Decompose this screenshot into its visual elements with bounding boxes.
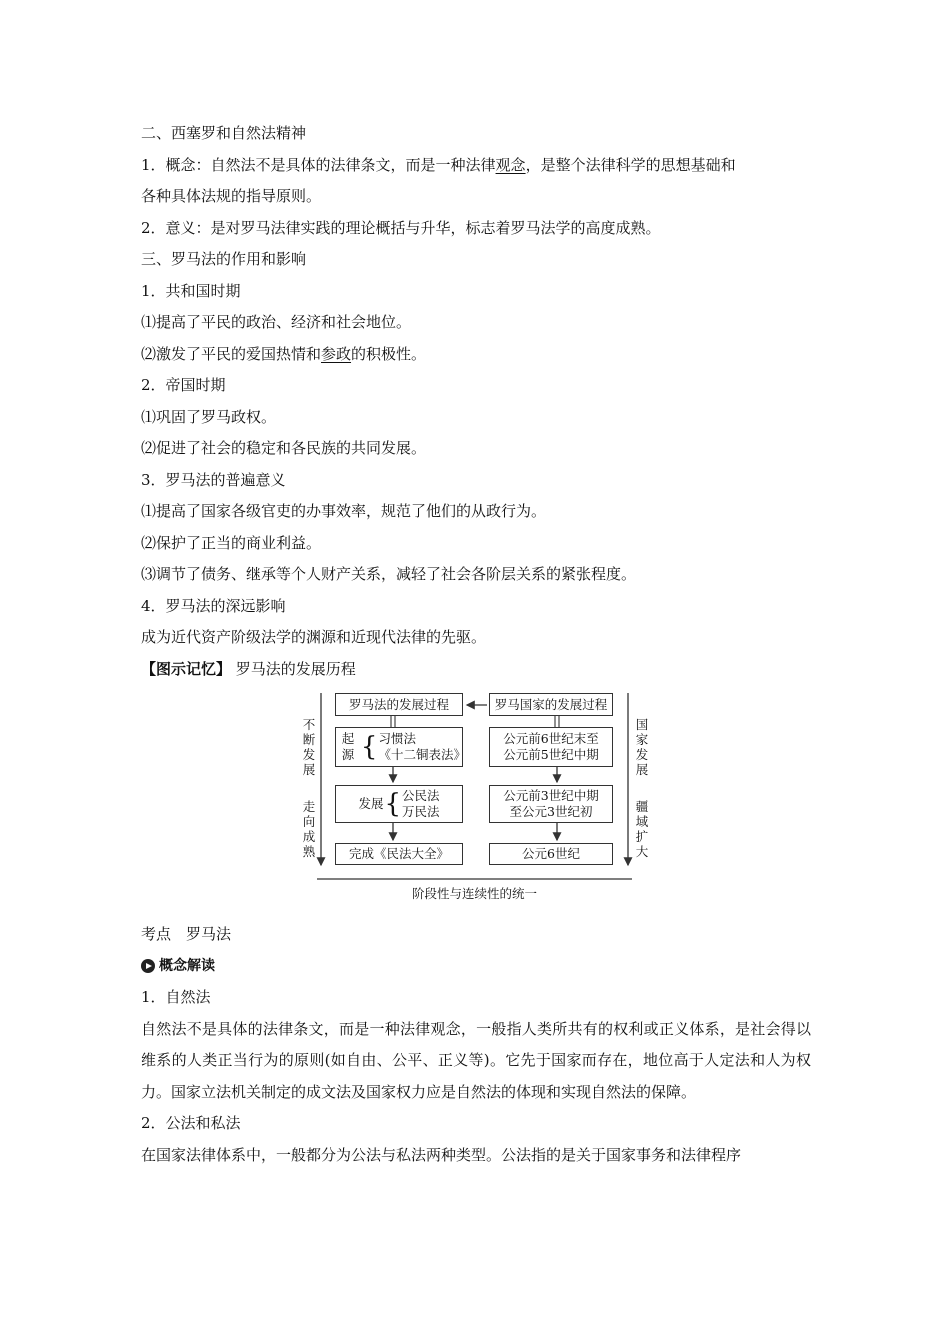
section2-item1-cont: 各种具体法规的指导原则。 [141,187,322,205]
section3-p3: 3．罗马法的普遍意义 [141,470,286,489]
complete-box: 完成《民法大全》 [335,843,463,865]
section3-p1a: ⑴提高了平民的政治、经济和社会地位。 [141,313,412,331]
right-box-1: 公元前6世纪末至 公元前5世纪中期 [489,727,613,767]
right-box-3: 公元6世纪 [489,843,613,865]
concept-1-text: 自然法不是具体的法律条文，而是一种法律观念，一般指人类所共有的权利或正义体系，是社会得以维系的人类正当行为的原则(如自由、公平、正义等)。它先于国家而存在，地位高于人定法和人为权力。国家立法机关制定的成文法及国家权力应是自然法的体现和实现自然法的保障。 [141,1019,811,1101]
section3-p4a: 成为近代资产阶级法学的渊源和近现代法律的先驱。 [141,628,487,646]
left-header-box: 罗马法的发展过程 [335,693,463,716]
section3-p4: 4．罗马法的深远影响 [141,596,286,615]
brace-icon: { [384,789,402,819]
underlined-term: 观念 [495,155,526,174]
right-side-label-b: 疆 域 扩 大 [635,799,649,859]
right-box-2: 公元前3世纪中期 至公元3世纪初 [489,785,613,823]
section3-p1b: ⑵激发了平民的爱国热情和参政的积极性。 [141,344,427,363]
section3-p2a: ⑴巩固了罗马政权。 [141,407,277,426]
section3-p3a: ⑴提高了国家各级官吏的办事效率，规范了他们的从政行为。 [141,502,547,520]
section2-heading: 二、西塞罗和自然法精神 [141,124,307,142]
develop-box: 发展 { 公民法 万民法 [335,785,463,823]
right-side-label-a: 国 家 发 展 [635,717,649,777]
diagram-bottom-label: 阶段性与连续性的统一 [411,886,537,901]
left-side-label-b: 走 向 成 熟 [302,799,316,859]
roman-law-diagram [141,689,811,909]
play-circle-icon [141,959,155,973]
section3-p2: 2．帝国时期 [141,376,226,394]
concept-2-heading: 2．公法和私法 [141,1114,241,1132]
concept-heading: 概念解读 [141,951,811,983]
section2-item1: 1．概念：自然法不是具体的法律条文，而是一种法律观念，是整个法律科学的思想基础和 [141,155,736,174]
section2-item2: 2．意义：是对罗马法律实践的理论概括与升华，标志着罗马法学的高度成熟。 [141,218,661,237]
brace-icon: { [360,732,378,762]
concept-2-text: 在国家法律体系中，一般都分为公法与私法两种类型。公法指的是关于国家事务和法律程序 [141,1145,742,1164]
kaodian-heading: 考点 罗马法 [141,925,232,943]
right-header-box: 罗马国家的发展过程 [489,693,613,716]
left-side-label-a: 不 断 发 展 [302,717,316,777]
underlined-term: 参政 [321,344,352,363]
section3-heading: 三、罗马法的作用和影响 [141,250,307,268]
section3-p3b: ⑵保护了正当的商业利益。 [141,533,322,552]
diagram-connectors [141,689,811,909]
section3-p2b: ⑵促进了社会的稳定和各民族的共同发展。 [141,439,427,457]
document-page [141,118,811,1171]
section3-p3c: ⑶调节了债务、继承等个人财产关系，减轻了社会各阶层关系的紧张程度。 [141,565,637,583]
origin-box: 起源 { 习惯法 《十二铜表法》 [335,727,463,767]
section3-p1: 1．共和国时期 [141,281,241,300]
concept-1-heading: 1．自然法 [141,988,211,1006]
figure-title: 【图示记忆】 罗马法的发展历程 [141,659,356,678]
